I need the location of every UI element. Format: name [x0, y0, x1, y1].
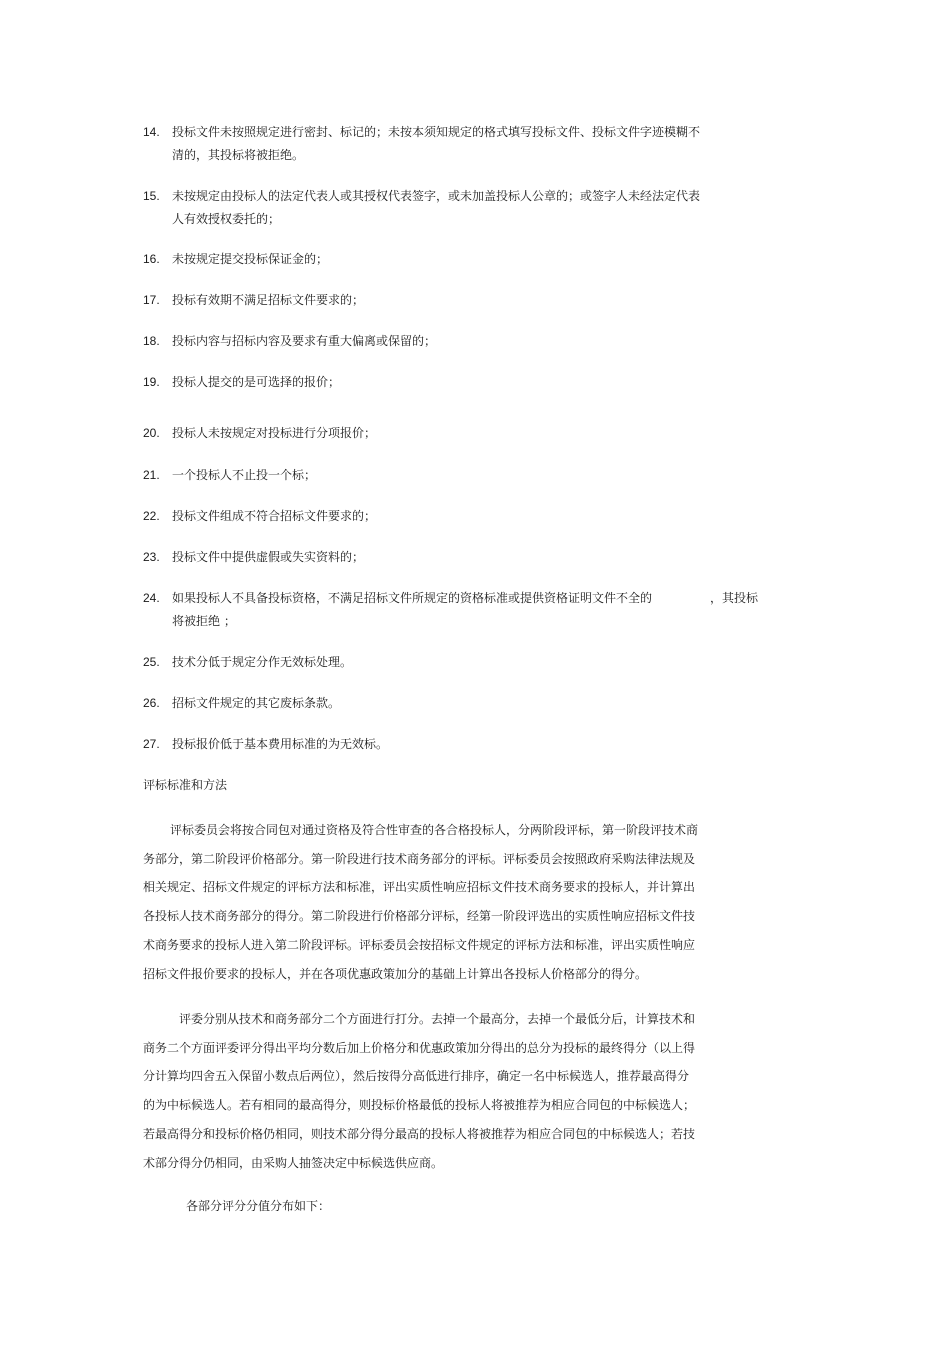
item-number: 18.: [143, 334, 160, 348]
item-text: 如果投标人不具备投标资格，不满足招标文件所规定的资格标准或提供资格证明文件不全的 ，其投标 将被拒绝 ；: [172, 591, 759, 628]
item-number: 16.: [143, 252, 160, 266]
item-text: 投标内容与招标内容及要求有重大偏离或保留的；: [172, 334, 437, 348]
section-heading: 评标标准和方法: [143, 778, 228, 792]
score-distribution-intro: 各部分评分分值分布如下：: [186, 1199, 331, 1213]
item-number: 22.: [143, 509, 160, 523]
item-text: 投标人提交的是可选择的报价；: [172, 375, 341, 389]
item-text: 投标报价低于基本费用标准的为无效标。: [172, 737, 389, 751]
item-number: 27.: [143, 737, 160, 751]
item-number: 24.: [143, 591, 160, 605]
paragraph-scoring: 评委分别从技术和商务部分二个方面进行打分。去掉一个最高分，去掉一个最低分后，计算技术和 商务二个方面评委评分得出平均分数后加上价格分和优惠政策加分得出的总分为投标的最终得分（以上得 分计算均四舍五入保留小数点后两位），然后按得分高低进行排序，确定一名中标候选人，推荐最高得分 的为中标候选人。若有相同的最高得分，则投标价格最低的投标人将被推荐为相应合同包的中标候选人； 若最高得分和投标价格仍相同，则技术部分得分最高的投标人将被推荐为相应合同包的中标候选人；若技 术部分得分仍相同，由采购人抽签决定中标候选供应商。: [143, 1012, 696, 1170]
item-text: 未按规定由投标人的法定代表人或其授权代表签字，或未加盖投标人公章的；或签字人未经法定代表 人有效授权委托的；: [172, 189, 701, 226]
item-text: 技术分低于规定分作无效标处理。: [172, 655, 353, 669]
item-text: 未按规定提交投标保证金的；: [172, 252, 329, 266]
item-text: 一个投标人不止投一个标；: [172, 468, 317, 482]
item-number: 20.: [143, 426, 160, 440]
item-text: 招标文件规定的其它废标条款。: [172, 696, 341, 710]
item-text: 投标文件中提供虚假或失实资料的；: [172, 550, 365, 564]
item-text: 投标文件未按照规定进行密封、标记的；未按本须知规定的格式填写投标文件、投标文件字迹模糊不 清的，其投标将被拒绝。: [172, 125, 701, 162]
item-text: 投标有效期不满足招标文件要求的；: [172, 293, 365, 307]
item-number: 15.: [143, 189, 160, 203]
paragraph-evaluation: 评标委员会将按合同包对通过资格及符合性审查的各合格投标人，分两阶段评标，第一阶段评技术商 务部分，第二阶段评价格部分。第一阶段进行技术商务部分的评标。评标委员会按照政府采购法律法规及 相关规定、招标文件规定的评标方法和标准，评出实质性响应招标文件技术商务要求的投标人，并计算出 各投标人技术商务部分的得分。第二阶段进行价格部分评标，经第一阶段评选出的实质性响应招标文件技 术商务要求的投标人进入第二阶段评标。评标委员会按招标文件规定的评标方法和标准，评出实质性响应 招标文件报价要求的投标人，并在各项优惠政策加分的基础上计算出各投标人价格部分的得分。: [143, 823, 699, 981]
item-number: 17.: [143, 293, 160, 307]
item-number: 23.: [143, 550, 160, 564]
item-number: 25.: [143, 655, 160, 669]
item-text: 投标文件组成不符合招标文件要求的；: [172, 509, 377, 523]
item-number: 14.: [143, 125, 160, 139]
item-number: 26.: [143, 696, 160, 710]
item-text: 投标人未按规定对投标进行分项报价；: [172, 426, 377, 440]
item-number: 21.: [143, 468, 160, 482]
item-number: 19.: [143, 375, 160, 389]
